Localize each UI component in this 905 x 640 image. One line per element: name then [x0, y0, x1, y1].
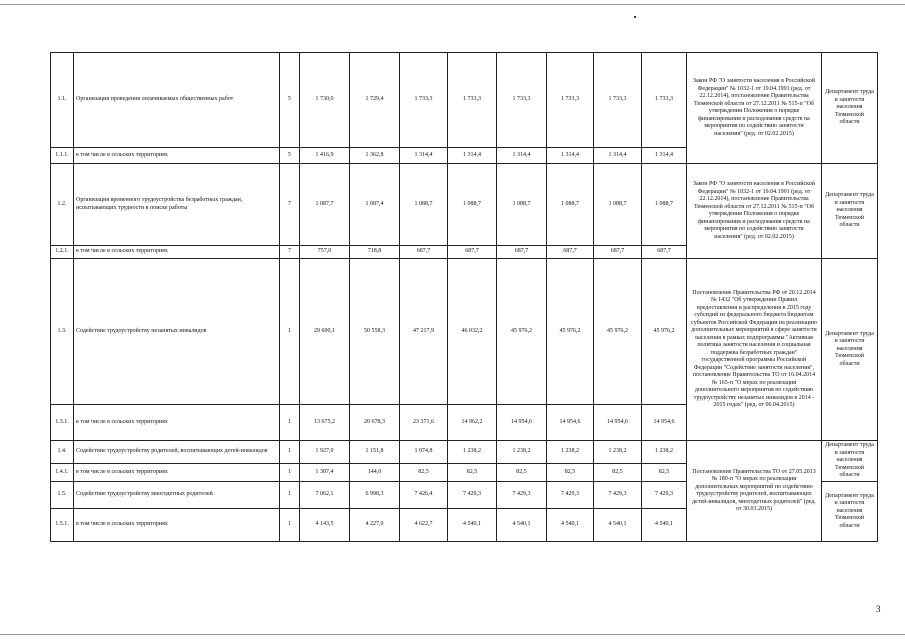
- table-row: [51, 53, 878, 148]
- row-value: 1 314,4: [497, 148, 547, 164]
- row-value: 4 143,5: [300, 509, 350, 542]
- row-value: 1 314,4: [400, 148, 448, 164]
- row-code: 1.1.: [51, 53, 74, 148]
- legal-basis-cell: Закон РФ "О занятости населения в Российской Федерации" № 1032-1 от 19.04.1991 (ред. от 22.12.2014), постановление Правительства Тюменской области от 27.12.2011 № 515-п "Об утверждении Положения о порядке финансирования и расходования средств на мероприятия по содействию занятости населения" (ред. от 02.02.2015): [687, 164, 822, 259]
- program-financing-table: [50, 52, 878, 542]
- row-value: 50 558,3: [350, 259, 400, 405]
- row-name: в том числе в сельских территориях: [74, 246, 280, 259]
- row-value: 14 962,2: [448, 405, 497, 441]
- row-value: 4 540,1: [497, 509, 547, 542]
- row-value: 1 733,3: [547, 53, 594, 148]
- row-indicator: 1: [280, 464, 300, 482]
- row-value: 1 088,7: [448, 164, 497, 246]
- row-value: 1 314,4: [594, 148, 642, 164]
- row-code: 1.4.: [51, 441, 74, 464]
- row-value: 1 088,7: [642, 164, 687, 246]
- row-value: 7 429,3: [497, 482, 547, 509]
- row-value: 7 429,3: [594, 482, 642, 509]
- row-value: 1 088,7: [400, 164, 448, 246]
- row-indicator: 5: [280, 148, 300, 164]
- row-name: Организация проведения оплачиваемых общественных работ: [74, 53, 280, 148]
- row-value: 1 733,3: [594, 53, 642, 148]
- row-value: 1 238,2: [547, 441, 594, 464]
- row-code: 1.5.1.: [51, 509, 74, 542]
- row-value: 1 416,9: [300, 148, 350, 164]
- row-value: 1 314,4: [547, 148, 594, 164]
- row-code: 1.2.: [51, 164, 74, 246]
- row-value: 1 074,8: [400, 441, 448, 464]
- row-value: 1 387,4: [300, 464, 350, 482]
- row-value: 1 151,8: [350, 441, 400, 464]
- row-value: 13 675,2: [300, 405, 350, 441]
- row-value: 1 733,3: [497, 53, 547, 148]
- row-value: 1 729,4: [350, 53, 400, 148]
- row-value: 46 032,2: [448, 259, 497, 405]
- row-value: 1 362,8: [350, 148, 400, 164]
- row-value: 6 998,3: [350, 482, 400, 509]
- row-value: 687,7: [642, 246, 687, 259]
- row-value: 1 238,2: [448, 441, 497, 464]
- row-value: 1 733,3: [642, 53, 687, 148]
- responsible-department-cell: Департамент труда и занятости населения Тюменской области: [822, 164, 878, 259]
- row-name: Содействие трудоустройству родителей, воспитывающих детей-инвалидов: [74, 441, 280, 464]
- row-indicator: 1: [280, 441, 300, 464]
- row-value: 7 429,3: [448, 482, 497, 509]
- row-value: 687,7: [547, 246, 594, 259]
- table-row: [51, 259, 878, 405]
- row-value: 82,5: [497, 464, 547, 482]
- row-value: 144,0: [350, 464, 400, 482]
- legal-basis-cell: Постановление Правительства РФ от 20.12.2014 № 1432 "Об утверждении Правил предоставления и распределения в 2015 году субсидий из федерального бюджета бюджетам субъектов Российской Федерации на реализацию дополнительных мероприятий в сфере занятости населения в рамках подпрограммы "Активная политика занятости населения и социальная поддержка безработных граждан" государственной программы Российской Федерации "Содействие занятости населения", постановление Правительства ТО от 16.04.2014 № 165-п "О мерах по реализации дополнительного мероприятия по содействию трудоустройству незанятых инвалидов в 2014 - 2015 годах" (ред. от 06.04.2015): [687, 259, 822, 441]
- row-value: 7 429,3: [642, 482, 687, 509]
- row-value: 45 976,2: [594, 259, 642, 405]
- row-name: в том числе в сельских территориях: [74, 509, 280, 542]
- table-row: [51, 441, 878, 464]
- row-value: 14 954,6: [642, 405, 687, 441]
- row-value: 687,7: [497, 246, 547, 259]
- row-value: 82,5: [594, 464, 642, 482]
- row-value: 1 087,4: [350, 164, 400, 246]
- row-value: 29 600,1: [300, 259, 350, 405]
- page-number: 3: [876, 604, 881, 614]
- row-name: в том числе в сельских территориях: [74, 464, 280, 482]
- row-value: 7 429,3: [547, 482, 594, 509]
- row-value: 718,8: [350, 246, 400, 259]
- row-value: 1 088,7: [594, 164, 642, 246]
- scan-speck: [634, 16, 636, 18]
- responsible-department-cell: Департамент труда и занятости населения Тюменской области: [822, 441, 878, 482]
- row-value: 47 217,9: [400, 259, 448, 405]
- row-code: 1.3.: [51, 259, 74, 405]
- row-code: 1.4.1.: [51, 464, 74, 482]
- row-value: 1 238,2: [497, 441, 547, 464]
- row-value: 20 678,3: [350, 405, 400, 441]
- row-value: 687,7: [400, 246, 448, 259]
- row-indicator: 1: [280, 405, 300, 441]
- legal-basis-cell: Закон РФ "О занятости населения в Российской Федерации" № 1032-1 от 19.04.1991 (ред. от 22.12.2014), постановление Правительства Тюменской области от 27.12.2011 № 515-п "Об утверждении Положения о порядке финансирования и расходования средств на мероприятия по содействию занятости населения" (ред. от 02.02.2015): [687, 53, 822, 164]
- page-bottom-border: [0, 634, 905, 635]
- row-code: 1.3.1.: [51, 405, 74, 441]
- row-value: 1 730,0: [300, 53, 350, 148]
- row-value: 4 540,1: [594, 509, 642, 542]
- responsible-department-cell: Департамент труда и занятости населения Тюменской области: [822, 482, 878, 542]
- row-value: 4 540,1: [448, 509, 497, 542]
- row-value: 7 062,1: [300, 482, 350, 509]
- table-row: [51, 164, 878, 246]
- row-value: 14 954,6: [497, 405, 547, 441]
- row-value: 1 733,3: [400, 53, 448, 148]
- row-value: 45 976,2: [547, 259, 594, 405]
- row-value: 1 927,0: [300, 441, 350, 464]
- row-value: 82,5: [642, 464, 687, 482]
- row-value: 14 954,6: [594, 405, 642, 441]
- row-name: в том числе в сельских территориях: [74, 405, 280, 441]
- row-value: 1 733,3: [448, 53, 497, 148]
- page-top-border: [0, 4, 905, 5]
- row-value: 14 954,6: [547, 405, 594, 441]
- row-value: 1 088,7: [497, 164, 547, 246]
- row-value: 45 976,2: [642, 259, 687, 405]
- row-value: 1 238,2: [642, 441, 687, 464]
- row-name: Организация временного трудоустройства безработных граждан, испытывающих трудности в поиске работы: [74, 164, 280, 246]
- row-value: 82,5: [547, 464, 594, 482]
- row-name: Содействие трудоустройству незанятых инвалидов: [74, 259, 280, 405]
- row-code: 1.2.1.: [51, 246, 74, 259]
- row-value: 45 976,2: [497, 259, 547, 405]
- row-value: 4 540,1: [547, 509, 594, 542]
- row-value: 23 371,6: [400, 405, 448, 441]
- row-code: 1.5.: [51, 482, 74, 509]
- row-value: 687,7: [594, 246, 642, 259]
- row-name: в том числе в сельских территориях: [74, 148, 280, 164]
- row-indicator: 5: [280, 53, 300, 148]
- row-value: 757,0: [300, 246, 350, 259]
- row-value: 1 088,7: [547, 164, 594, 246]
- row-name: Содействие трудоустройству многодетных родителей: [74, 482, 280, 509]
- row-indicator: 1: [280, 509, 300, 542]
- row-indicator: 1: [280, 482, 300, 509]
- legal-basis-cell: Постановление Правительства ТО от 27.05.2013 № 180-п "О мерах по реализации дополнительных мероприятий по содействию трудоустройству родителей, воспитывающих детей-инвалидов, многодетных родителей" (ред. от 30.03.2015): [687, 441, 822, 542]
- row-value: 4 227,0: [350, 509, 400, 542]
- responsible-department-cell: Департамент труда и занятости населения Тюменской области: [822, 259, 878, 441]
- row-indicator: 7: [280, 246, 300, 259]
- row-indicator: 7: [280, 164, 300, 246]
- responsible-department-cell: Департамент труда и занятости населения Тюменской области: [822, 53, 878, 164]
- row-value: 82,5: [400, 464, 448, 482]
- row-value: 7 426,4: [400, 482, 448, 509]
- row-value: 82,5: [448, 464, 497, 482]
- row-indicator: 1: [280, 259, 300, 405]
- row-value: 4 622,7: [400, 509, 448, 542]
- row-value: 1 238,2: [594, 441, 642, 464]
- row-value: 1 087,7: [300, 164, 350, 246]
- row-value: 4 540,1: [642, 509, 687, 542]
- row-value: 1 314,4: [448, 148, 497, 164]
- row-value: 1 314,4: [642, 148, 687, 164]
- row-code: 1.1.1.: [51, 148, 74, 164]
- row-value: 687,7: [448, 246, 497, 259]
